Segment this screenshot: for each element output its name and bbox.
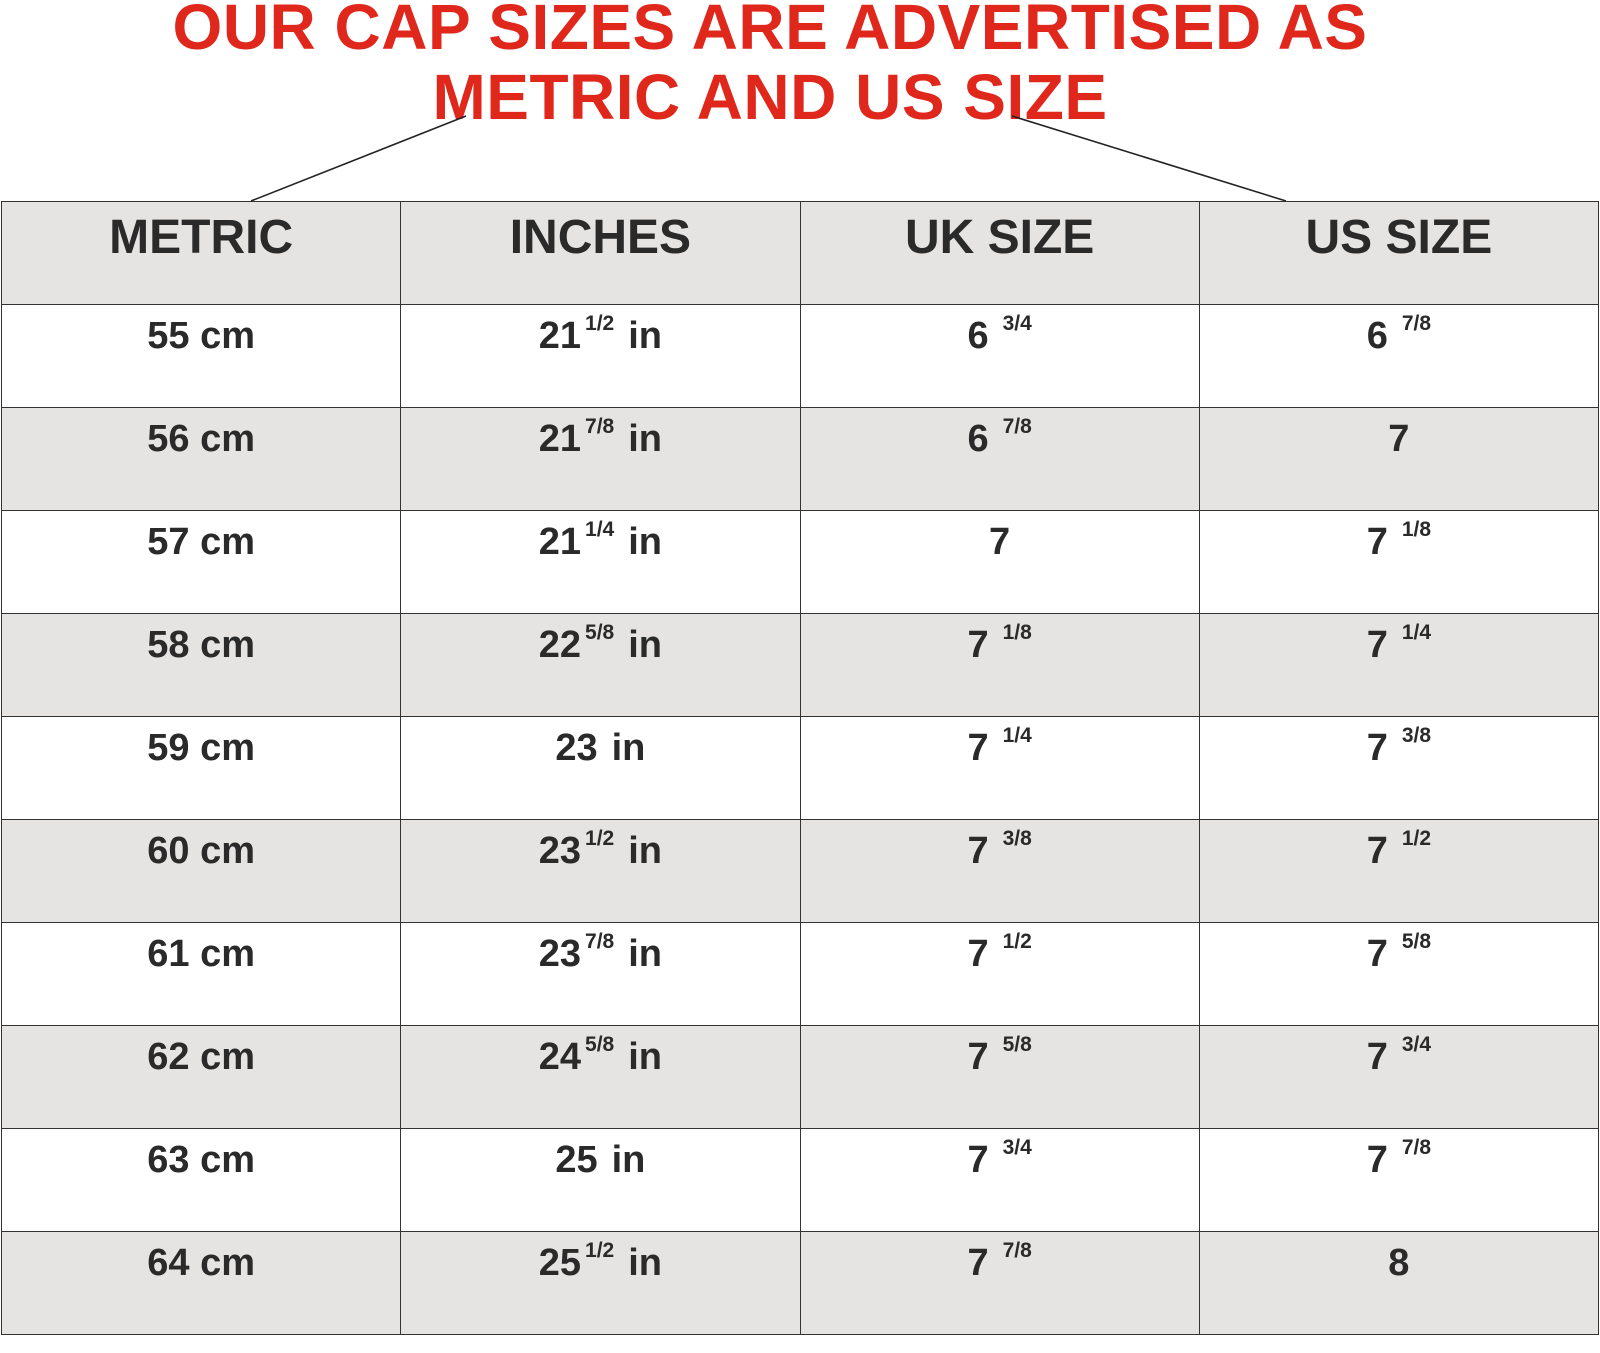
inches-cell (401, 408, 800, 511)
inches-whole: 25 (538, 1242, 582, 1284)
us-size-whole: 7 (1388, 418, 1410, 460)
inches-cell (401, 614, 800, 717)
inches-unit: in (628, 933, 662, 975)
header-metric: METRIC (2, 202, 401, 305)
inches-whole: 21 (538, 418, 582, 460)
metric-cell: 60 cm (2, 820, 401, 923)
inches-fraction: 1/2 (585, 312, 615, 335)
us-size-whole: 7 (1366, 521, 1388, 563)
inches-unit: in (628, 521, 662, 563)
us-size-fraction: 1/2 (1401, 827, 1432, 850)
uk-size-cell (800, 511, 1199, 614)
table-row (2, 1026, 1599, 1129)
us-size-cell (1199, 408, 1598, 511)
header-uk-size: UK SIZE (800, 202, 1199, 305)
uk-size-whole: 7 (989, 521, 1011, 563)
header-us-size: US SIZE (1199, 202, 1598, 305)
table-row (2, 923, 1599, 1026)
uk-size-cell (800, 717, 1199, 820)
uk-size-fraction: 7/8 (1002, 1239, 1032, 1262)
inches-fraction: 5/8 (585, 621, 615, 644)
inches-whole: 21 (538, 521, 582, 563)
inches-cell (401, 717, 800, 820)
us-size-cell (1199, 923, 1598, 1026)
us-size-whole: 7 (1366, 1139, 1388, 1181)
us-size-cell (1199, 820, 1598, 923)
us-size-whole: 7 (1366, 830, 1388, 872)
us-size-whole: 7 (1366, 933, 1388, 975)
metric-cell: 64 cm (2, 1232, 401, 1335)
pointer-line-metric (251, 116, 466, 201)
inches-fraction: 7/8 (585, 415, 615, 438)
inches-cell (401, 305, 800, 408)
inches-cell (401, 923, 800, 1026)
inches-whole: 23 (555, 727, 598, 769)
metric-cell: 56 cm (2, 408, 401, 511)
inches-unit: in (628, 1242, 662, 1284)
metric-cell: 62 cm (2, 1026, 401, 1129)
us-size-cell (1199, 1026, 1598, 1129)
pointer-line-us (1012, 116, 1286, 201)
uk-size-fraction: 3/4 (1002, 1136, 1032, 1159)
us-size-fraction: 1/8 (1401, 518, 1432, 541)
inches-cell (401, 1129, 800, 1232)
inches-unit: in (628, 624, 662, 666)
uk-size-whole: 7 (967, 727, 989, 769)
us-size-cell (1199, 614, 1598, 717)
inches-unit: in (628, 315, 662, 357)
us-size-whole: 6 (1366, 315, 1388, 357)
metric-cell: 58 cm (2, 614, 401, 717)
uk-size-fraction: 1/8 (1002, 621, 1032, 644)
uk-size-fraction: 5/8 (1002, 1033, 1032, 1056)
table-row (2, 511, 1599, 614)
header-row (2, 202, 1599, 305)
table-row (2, 717, 1599, 820)
inches-cell (401, 1232, 800, 1335)
us-size-cell (1199, 717, 1598, 820)
us-size-whole: 7 (1366, 624, 1388, 666)
us-size-fraction: 3/4 (1401, 1033, 1432, 1056)
uk-size-fraction: 7/8 (1002, 415, 1032, 438)
us-size-whole: 7 (1366, 1036, 1388, 1078)
inches-cell (401, 820, 800, 923)
inches-whole: 23 (538, 933, 582, 975)
table-row (2, 614, 1599, 717)
us-size-whole: 7 (1366, 727, 1388, 769)
header-inches: INCHES (401, 202, 800, 305)
uk-size-cell (800, 1026, 1199, 1129)
uk-size-whole: 7 (967, 1139, 989, 1181)
metric-cell: 63 cm (2, 1129, 401, 1232)
inches-whole: 21 (538, 315, 582, 357)
table-row (2, 1232, 1599, 1335)
us-size-fraction: 3/8 (1401, 724, 1432, 747)
us-size-cell (1199, 305, 1598, 408)
us-size-cell (1199, 1232, 1598, 1335)
heading-line-1: OUR CAP SIZES ARE ADVERTISED AS (172, 0, 1368, 63)
us-size-fraction: 5/8 (1401, 930, 1432, 953)
inches-whole: 25 (555, 1139, 598, 1181)
inches-fraction: 7/8 (585, 930, 615, 953)
inches-fraction: 1/2 (585, 827, 615, 850)
inches-whole: 24 (538, 1036, 582, 1078)
uk-size-whole: 7 (967, 1242, 989, 1284)
inches-cell (401, 1026, 800, 1129)
size-table (1, 201, 1599, 1335)
inches-whole: 23 (538, 830, 582, 872)
uk-size-cell (800, 408, 1199, 511)
uk-size-cell (800, 923, 1199, 1026)
table-row (2, 305, 1599, 408)
inches-fraction: 1/2 (585, 1239, 615, 1262)
metric-cell: 55 cm (2, 305, 401, 408)
uk-size-fraction: 1/4 (1002, 724, 1032, 747)
uk-size-whole: 6 (967, 315, 989, 357)
uk-size-whole: 6 (967, 418, 989, 460)
metric-cell: 59 cm (2, 717, 401, 820)
us-size-fraction: 1/4 (1401, 621, 1432, 644)
heading-line-2: METRIC AND US SIZE (432, 61, 1108, 133)
table-body (2, 305, 1599, 1335)
uk-size-whole: 7 (967, 1036, 989, 1078)
us-size-cell (1199, 511, 1598, 614)
metric-cell: 61 cm (2, 923, 401, 1026)
inches-whole: 22 (538, 624, 582, 666)
inches-unit: in (611, 727, 646, 769)
uk-size-fraction: 3/4 (1002, 312, 1032, 335)
table-row (2, 820, 1599, 923)
uk-size-whole: 7 (967, 830, 989, 872)
us-size-whole: 8 (1388, 1242, 1410, 1284)
us-size-fraction: 7/8 (1401, 312, 1432, 335)
inches-unit: in (611, 1139, 646, 1181)
uk-size-cell (800, 1232, 1199, 1335)
uk-size-cell (800, 820, 1199, 923)
us-size-cell (1199, 1129, 1598, 1232)
pointer-lines (0, 0, 1600, 210)
metric-cell: 57 cm (2, 511, 401, 614)
inches-unit: in (628, 830, 662, 872)
us-size-fraction: 7/8 (1401, 1136, 1432, 1159)
table-row (2, 408, 1599, 511)
uk-size-fraction: 1/2 (1002, 930, 1032, 953)
uk-size-fraction: 3/8 (1002, 827, 1032, 850)
inches-fraction: 1/4 (585, 518, 615, 541)
uk-size-cell (800, 305, 1199, 408)
uk-size-cell (800, 1129, 1199, 1232)
inches-cell (401, 511, 800, 614)
uk-size-whole: 7 (967, 624, 989, 666)
inches-unit: in (628, 418, 662, 460)
uk-size-whole: 7 (967, 933, 989, 975)
table-row (2, 1129, 1599, 1232)
inches-fraction: 5/8 (585, 1033, 615, 1056)
uk-size-cell (800, 614, 1199, 717)
inches-unit: in (628, 1036, 662, 1078)
